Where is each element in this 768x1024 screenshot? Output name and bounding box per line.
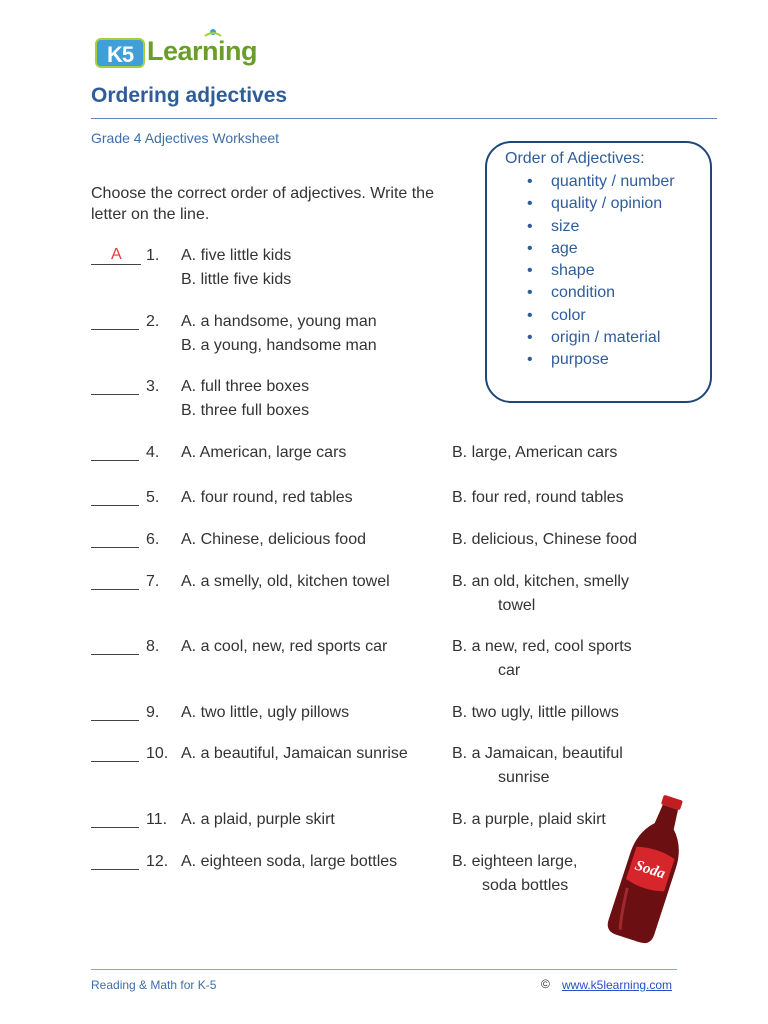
answer-line[interactable] [91, 852, 139, 870]
footer-divider [91, 969, 677, 970]
option-a: A. American, large cars [181, 444, 347, 461]
answer-line[interactable] [91, 488, 139, 506]
option-a: A. four round, red tables [181, 489, 353, 506]
answer-line[interactable] [91, 377, 139, 395]
order-item: • size [527, 217, 675, 239]
option-b: B. a Jamaican, beautiful [452, 745, 623, 762]
answer-line[interactable] [91, 572, 139, 590]
option-a: A. a cool, new, red sports car [181, 638, 388, 655]
order-item: • shape [527, 261, 675, 283]
logo-figure-icon [203, 28, 223, 42]
answer-line[interactable] [91, 703, 139, 721]
answer-example: A [111, 246, 122, 263]
option-b-continued: soda bottles [482, 877, 569, 894]
order-item: • color [527, 306, 675, 328]
option-a: A. full three boxes [181, 378, 310, 395]
option-a: A. Chinese, delicious food [181, 531, 366, 548]
option-a: A. a handsome, young man [181, 313, 377, 330]
option-a: A. a plaid, purple skirt [181, 811, 335, 828]
order-item: • origin / material [527, 328, 675, 350]
option-b: B. three full boxes [181, 402, 310, 419]
question-number: 12. [146, 853, 169, 870]
k5-learning-logo [95, 34, 265, 74]
question-number: 6. [146, 531, 160, 548]
option-a: A. two little, ugly pillows [181, 704, 350, 721]
option-a: A. eighteen soda, large bottles [181, 853, 398, 870]
order-box-title: Order of Adjectives: [505, 150, 645, 167]
option-b: B. a purple, plaid skirt [452, 811, 606, 828]
option-a: A. five little kids [181, 247, 292, 264]
order-list [527, 172, 675, 373]
option-b: B. two ugly, little pillows [452, 704, 619, 721]
question-number: 3. [146, 378, 160, 395]
answer-line[interactable] [91, 637, 139, 655]
option-b-continued: sunrise [498, 769, 550, 786]
question-number: 7. [146, 573, 160, 590]
option-b: B. an old, kitchen, smelly [452, 573, 629, 590]
question-number: 11. [146, 811, 168, 828]
option-b-continued: towel [498, 597, 536, 614]
question-number: 1. [146, 247, 160, 264]
option-b: B. eighteen large, [452, 853, 578, 870]
question-number: 10. [146, 745, 169, 762]
question-number: 2. [146, 313, 160, 330]
worksheet-subtitle: Grade 4 Adjectives Worksheet [91, 130, 280, 146]
soda-label: Soda [632, 857, 668, 883]
logo-k5-badge: K5 [95, 38, 145, 68]
option-b: B. little five kids [181, 271, 292, 288]
copyright-symbol: © [541, 977, 550, 991]
order-item: • quantity / number [527, 172, 675, 194]
question-number: 9. [146, 704, 160, 721]
answer-line[interactable] [91, 312, 139, 330]
answer-line[interactable] [91, 530, 139, 548]
soda-bottle-illustration [600, 790, 700, 950]
order-item: • quality / opinion [527, 194, 675, 216]
footer-website-link[interactable]: www.k5learning.com [562, 978, 673, 992]
question-number: 8. [146, 638, 160, 655]
answer-line[interactable] [91, 744, 139, 762]
order-item: • purpose [527, 350, 675, 372]
option-a: A. a beautiful, Jamaican sunrise [181, 745, 408, 762]
option-b: B. four red, round tables [452, 489, 624, 506]
option-a: A. a smelly, old, kitchen towel [181, 573, 390, 590]
instructions: Choose the correct order of adjectives. Write the letter on the line. [91, 185, 434, 223]
option-b: B. a young, handsome man [181, 337, 377, 354]
question-number: 5. [146, 489, 160, 506]
order-item: • condition [527, 283, 675, 305]
answer-line[interactable] [91, 443, 139, 461]
option-b: B. a new, red, cool sports [452, 638, 632, 655]
logo-wordmark: Learning [147, 36, 258, 66]
order-item: • age [527, 239, 675, 261]
footer-tagline: Reading & Math for K-5 [91, 978, 217, 992]
option-b: B. delicious, Chinese food [452, 531, 637, 548]
page-title: Ordering adjectives [91, 84, 288, 107]
answer-line[interactable] [91, 810, 139, 828]
option-b: B. large, American cars [452, 444, 618, 461]
option-b-continued: car [498, 662, 521, 679]
question-number: 4. [146, 444, 160, 461]
title-divider [91, 118, 717, 119]
